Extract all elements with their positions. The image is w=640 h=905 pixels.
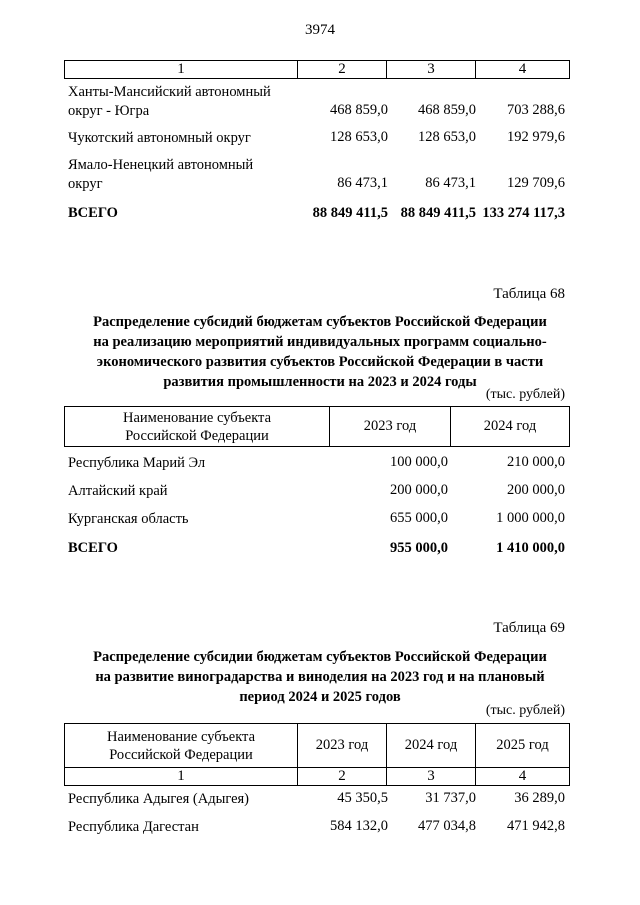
value-2023: 655 000,0 (390, 510, 448, 526)
title-line: экономического развития субъектов Российской Федерации в части (96, 354, 544, 370)
total-2024: 1 410 000,0 (496, 540, 565, 556)
value-col3: 86 473,1 (425, 175, 476, 191)
value-col4: 192 979,6 (507, 129, 565, 145)
value-2023: 100 000,0 (390, 454, 448, 470)
value-2024: 477 034,8 (418, 818, 476, 834)
region-name-cont: округ - Югра (68, 103, 150, 119)
total-label: ВСЕГО (68, 540, 118, 556)
total-label: ВСЕГО (68, 205, 118, 221)
region-name: Чукотский автономный округ (68, 130, 251, 146)
header-year-2025: 2025 год (476, 724, 570, 768)
total-col3: 88 849 411,5 (400, 205, 476, 221)
value-col3: 128 653,0 (418, 129, 476, 145)
table-68-caption: Таблица 68 (493, 286, 565, 302)
region-name: Республика Адыгея (Адыгея) (68, 791, 250, 807)
region-name: Ханты-Мансийский автономный (68, 84, 271, 100)
table-68-title (60, 312, 580, 392)
region-name: Республика Дагестан (68, 819, 199, 835)
total-2023: 955 000,0 (390, 540, 448, 556)
col-number-1: 1 (65, 61, 298, 79)
header-year-2023: 2023 год (298, 724, 387, 768)
header-name-line: Наименование субъекта (122, 409, 272, 426)
col-number-2: 2 (298, 768, 387, 786)
value-2023: 584 132,0 (330, 818, 388, 834)
prev-table-header (64, 60, 570, 79)
value-col4: 129 709,6 (507, 175, 565, 191)
value-2024: 210 000,0 (507, 454, 565, 470)
title-line: Распределение субсидий бюджетам субъектов Российской Федерации (93, 314, 547, 330)
col-number-4: 4 (476, 768, 570, 786)
total-col2: 88 849 411,5 (312, 205, 388, 221)
value-2023: 45 350,5 (337, 790, 388, 806)
value-2024: 31 737,0 (425, 790, 476, 806)
title-line: на реализацию мероприятий индивидуальных программ социально- (93, 334, 547, 350)
table-69-units: (тыс. рублей) (485, 703, 565, 718)
region-name-cont: округ (68, 176, 103, 192)
table-68-header (64, 406, 570, 447)
title-line: Распределение субсидии бюджетам субъектов Российской Федерации (93, 649, 547, 665)
title-line: развития промышленности на 2023 и 2024 годы (163, 374, 477, 390)
title-line: на развитие виноградарства и виноделия на 2023 год и на плановый (95, 669, 545, 685)
col-number-3: 3 (387, 768, 476, 786)
table-69-caption: Таблица 69 (493, 620, 565, 636)
header-year-2024: 2024 год (451, 407, 570, 447)
value-2024: 200 000,0 (507, 482, 565, 498)
value-2023: 200 000,0 (390, 482, 448, 498)
title-line: период 2024 и 2025 годов (239, 689, 401, 705)
value-col2: 468 859,0 (330, 102, 388, 118)
table-69-title (60, 647, 580, 707)
value-2025: 471 942,8 (507, 818, 565, 834)
region-name: Ямало-Ненецкий автономный (68, 157, 254, 173)
col-number-4: 4 (476, 61, 570, 79)
page-number: 3974 (305, 22, 335, 38)
value-col2: 86 473,1 (337, 175, 388, 191)
header-year-2024: 2024 год (387, 724, 476, 768)
header-year-2023: 2023 год (330, 407, 451, 447)
col-number-2: 2 (298, 61, 387, 79)
table-69-header (64, 723, 570, 786)
value-2024: 1 000 000,0 (496, 510, 565, 526)
value-col3: 468 859,0 (418, 102, 476, 118)
region-name: Курганская область (68, 511, 189, 527)
header-name-line: Российской Федерации (109, 746, 253, 763)
header-name-line: Российской Федерации (125, 427, 269, 444)
value-col4: 703 288,6 (507, 102, 565, 118)
col-number-3: 3 (387, 61, 476, 79)
header-name-cell (65, 407, 330, 447)
table-68-units: (тыс. рублей) (485, 387, 565, 402)
region-name: Республика Марий Эл (68, 455, 206, 471)
value-2025: 36 289,0 (514, 790, 565, 806)
header-name-cell (65, 724, 298, 768)
total-col4: 133 274 117,3 (482, 205, 565, 221)
region-name: Алтайский край (68, 483, 168, 499)
header-name-line: Наименование субъекта (106, 728, 256, 745)
value-col2: 128 653,0 (330, 129, 388, 145)
col-number-1: 1 (65, 768, 298, 786)
